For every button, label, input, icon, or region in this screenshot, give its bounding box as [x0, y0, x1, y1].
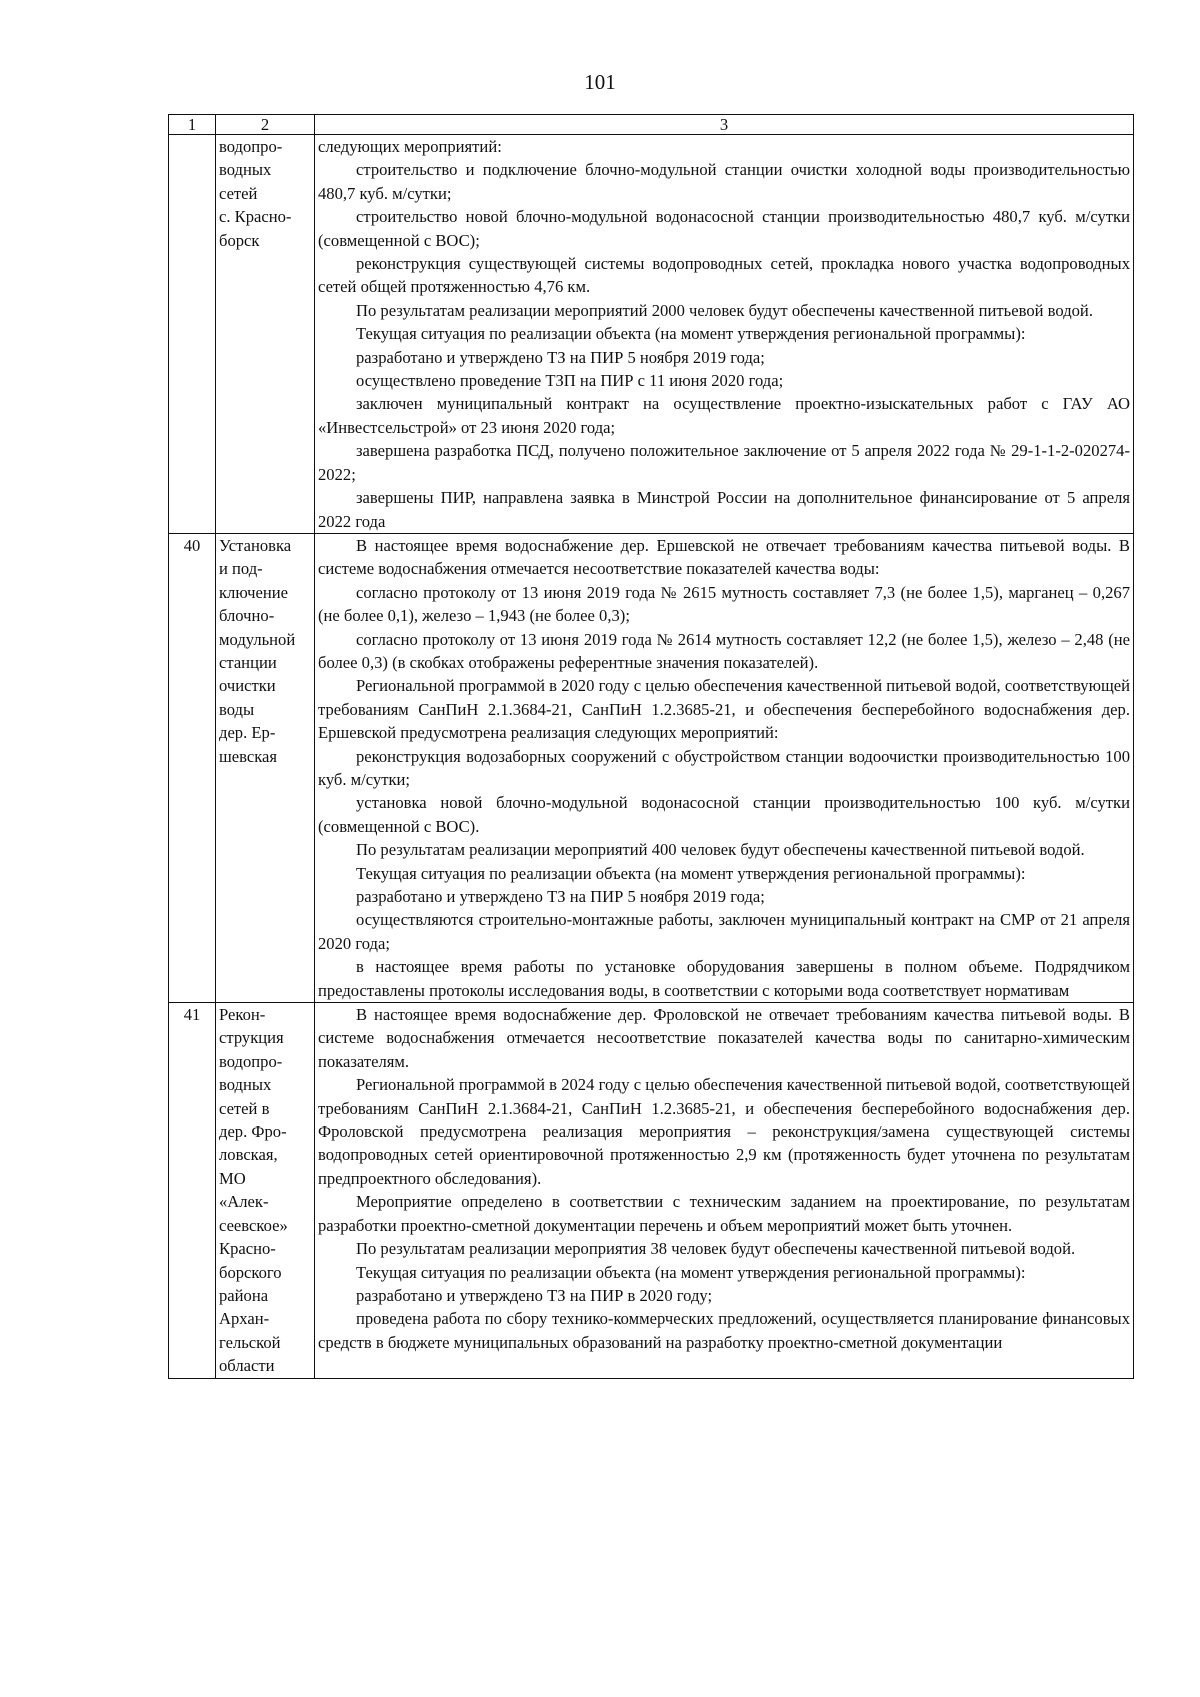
description-paragraph: Текущая ситуация по реализации объекта (на момент утверждения региональной программы):: [356, 324, 1026, 344]
description-cell: [315, 533, 1134, 1002]
description-paragraph: По результатам реализации мероприятий 2000 человек будут обеспечены качественной питьевой водой.: [356, 300, 1093, 320]
description-paragraph: реконструкция водозаборных сооружений с обустройством станции водоочистки производительностью 100 куб. м/сутки;: [318, 746, 1130, 789]
description-paragraph: строительство новой блочно-модульной водонасосной станции производительностью 480,7 куб. м/сутки (совмещенной с ВОС);: [318, 207, 1130, 250]
description-paragraph: разработано и утверждено ТЗ на ПИР 5 ноября 2019 года;: [356, 887, 765, 906]
object-name-line: Рекон-: [219, 1005, 266, 1025]
object-name-line: борск: [219, 230, 260, 250]
object-name-line: дер. Фро-: [219, 1122, 287, 1142]
object-name-line: блочно-: [219, 606, 275, 626]
object-name-line: водных: [219, 1075, 272, 1095]
object-name-line: водопро-: [219, 1051, 283, 1071]
description-paragraph: завершены ПИР, направлена заявка в Минстрой России на дополнительное финансирование от 5 апреля 2022 года: [318, 488, 1130, 531]
description-paragraph: Текущая ситуация по реализации объекта (на момент утверждения региональной программы):: [356, 863, 1026, 883]
object-name-line: борского: [219, 1262, 282, 1282]
object-name-line: Установка: [219, 535, 292, 555]
description-paragraph: По результатам реализации мероприятия 38 человек будут обеспечены качественной питьевой водой.: [356, 1239, 1076, 1259]
header-cell-number: 1: [169, 115, 216, 135]
description-paragraph: осуществлено проведение ТЗП на ПИР с 11 июня 2020 года;: [356, 371, 784, 391]
description-paragraph: строительство и подключение блочно-модульной станции очистки холодной воды производительностью 480,7 куб. м/сутки;: [318, 160, 1130, 203]
description-paragraph: заключен муниципальный контракт на осуществление проектно-изыскательных работ с ГАУ АО «Инвестсельстрой» от 23 июня 2020 года;: [318, 394, 1130, 437]
object-name-line: станции: [219, 652, 277, 672]
header-cell-description: 3: [315, 115, 1134, 135]
object-name-line: воды: [219, 699, 255, 719]
description-paragraph: реконструкция существующей системы водопроводных сетей, прокладка нового участка водопроводных сетей общей протяженностью 4,76 км.: [318, 254, 1130, 297]
object-name-line: Архан-: [219, 1309, 270, 1329]
table-header-row: [169, 115, 1134, 135]
description-paragraph: разработано и утверждено ТЗ на ПИР 5 ноября 2019 года;: [356, 347, 765, 367]
row-number-cell: 41: [169, 1003, 216, 1379]
description-paragraph: в настоящее время работы по установке оборудования завершены в полном объеме. Подрядчиком предоставлены протоколы исследования воды, в соответствии с которыми вода соответствует нормативам: [318, 957, 1130, 1000]
row-number-cell: [169, 135, 216, 534]
page-number: 101: [584, 70, 616, 94]
description-paragraph: установка новой блочно-модульной водонасосной станции производительностью 100 куб. м/сутки (совмещенной с ВОС).: [318, 793, 1130, 836]
table-row: [169, 1003, 1134, 1379]
description-paragraph: согласно протоколу от 13 июня 2019 года № 2615 мутность составляет 7,3 (не более 1,5), марганец – 0,267 (не более 0,1), железо – 1,943 (не более 0,3);: [318, 582, 1130, 626]
object-name-line: водопро-: [219, 137, 283, 156]
description-paragraph: следующих мероприятий:: [318, 137, 502, 156]
object-name-line: с. Красно-: [219, 207, 292, 227]
object-name-line: модульной: [219, 629, 296, 649]
header-cell-object: 2: [216, 115, 315, 135]
object-name-line: МО: [219, 1168, 246, 1188]
description-paragraph: проведена работа по сбору технико-коммерческих предложений, осуществляется планирование финансовых средств в бюджете муниципальных образований на разработку проектно-сметной документации: [318, 1309, 1130, 1352]
description-paragraph: Текущая ситуация по реализации объекта (на момент утверждения региональной программы):: [356, 1262, 1026, 1282]
object-name-line: гельской: [219, 1332, 281, 1352]
description-cell: [315, 1003, 1134, 1379]
object-name-line: района: [219, 1285, 269, 1305]
object-name-cell: [216, 533, 315, 1002]
description-paragraph: Мероприятие определено в соответствии с техническим заданием на проектирование, по результатам разработки проектно-сметной документации перечень и объем мероприятий может быть уточнен.: [318, 1192, 1130, 1235]
object-name-line: шевская: [219, 746, 278, 766]
description-paragraph: завершена разработка ПСД, получено положительное заключение от 5 апреля 2022 года № 29-1-1-2-020274-2022;: [318, 441, 1130, 484]
description-cell: [315, 135, 1134, 534]
description-paragraph: осуществляются строительно-монтажные работы, заключен муниципальный контракт на СМР от 21 апреля 2020 года;: [318, 910, 1130, 953]
object-name-line: Красно-: [219, 1239, 276, 1259]
description-paragraph: Региональной программой в 2024 году с целью обеспечения качественной питьевой водой, соответствующей требованиям СанПиН 2.1.3684-21, СанПиН 1.2.3685-21, и обеспечения бесперебойного водоснабжения дер. Фроловской предусмотрена реализация мероприятия – реконструкция/замена существующей системы водопроводных сетей ориентировочной протяженностью 2,9 км (протяженность будет уточнена по результатам предпроектного обследования).: [318, 1075, 1130, 1188]
description-paragraph: Региональной программой в 2020 году с целью обеспечения качественной питьевой водой, соответствующей требованиям СанПиН 2.1.3684-21, СанПиН 1.2.3685-21, и обеспечения бесперебойного водоснабжения дер. Ершевской предусмотрена реализация следующих мероприятий:: [318, 676, 1130, 743]
object-name-line: ловская,: [219, 1145, 278, 1165]
description-paragraph: разработано и утверждено ТЗ на ПИР в 2020 году;: [356, 1285, 713, 1305]
object-name-line: сетей: [219, 183, 258, 203]
measures-table: [168, 114, 1134, 1379]
object-name-line: сетей в: [219, 1098, 270, 1118]
object-name-line: «Алек-: [219, 1192, 269, 1212]
object-name-cell: [216, 1003, 315, 1379]
table-row: [169, 533, 1134, 1002]
table-row: [169, 135, 1134, 534]
object-name-line: области: [219, 1356, 275, 1376]
object-name-cell: [216, 135, 315, 534]
object-name-line: струкция: [219, 1028, 284, 1048]
description-paragraph: В настоящее время водоснабжение дер. Ершевской не отвечает требованиям качества питьевой воды. В системе водоснабжения отмечается несоответствие показателей качества воды:: [318, 535, 1130, 579]
row-number-cell: 40: [169, 533, 216, 1002]
object-name-line: дер. Ер-: [219, 723, 276, 743]
object-name-line: водных: [219, 160, 272, 180]
description-paragraph: согласно протоколу от 13 июня 2019 года № 2614 мутность составляет 12,2 (не более 1,5), железо – 2,48 (не более 0,3) (в скобках отображены референтные значения показателей).: [318, 629, 1130, 672]
object-name-line: очистки: [219, 676, 276, 696]
object-name-line: и под-: [219, 559, 263, 579]
object-name-line: ключение: [219, 582, 288, 602]
object-name-line: сеевское»: [219, 1215, 288, 1235]
description-paragraph: По результатам реализации мероприятий 400 человек будут обеспечены качественной питьевой водой.: [356, 840, 1085, 860]
description-paragraph: В настоящее время водоснабжение дер. Фроловской не отвечает требованиям качества питьевой воды. В системе водоснабжения отмечается несоответствие показателей качества воды по санитарно-химическим показателям.: [318, 1005, 1130, 1071]
